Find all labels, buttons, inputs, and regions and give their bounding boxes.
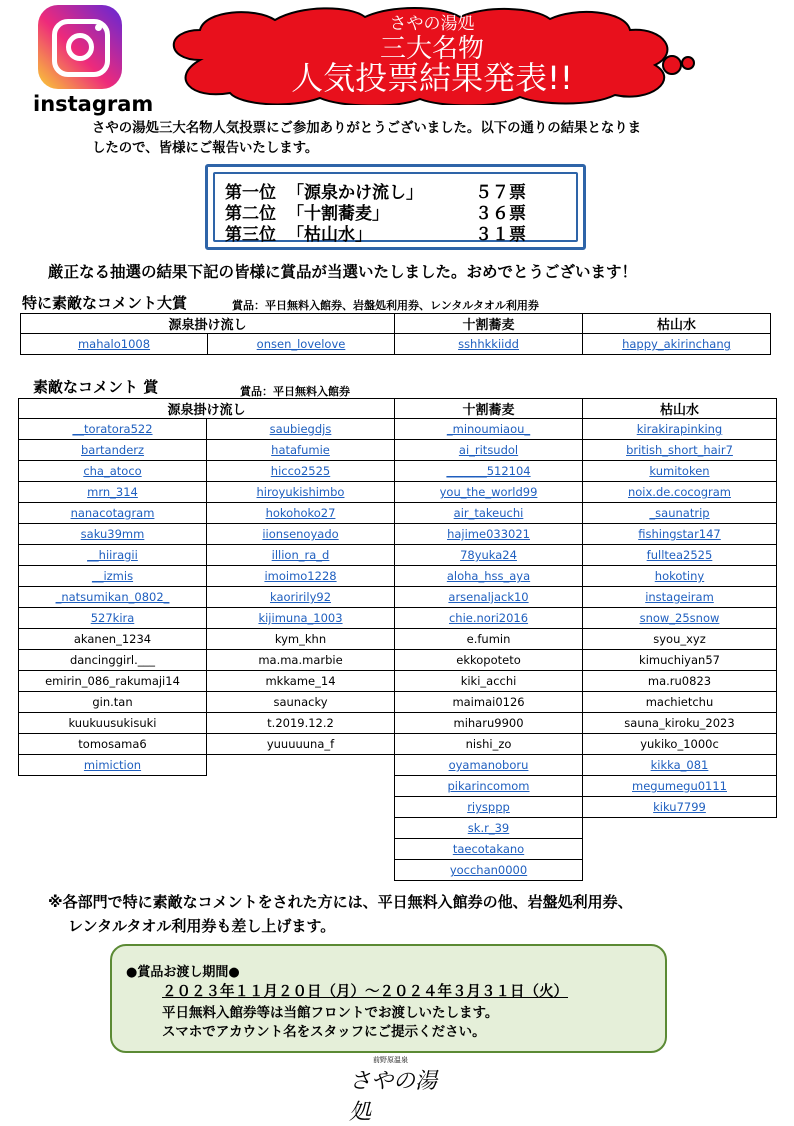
col-header-soba: 十割蕎麦 [395, 314, 583, 334]
winner-name: ma.ma.marbie [207, 650, 395, 671]
col-header-gensen: 源泉掛け流し [21, 314, 395, 334]
note: ※各部門で特に素敵なコメントをされた方には、平日無料入館券の他、岩盤処利用券、 レンタルタオル利用券も差し上げます。 [48, 893, 633, 935]
winner-link[interactable]: british_short_hair7 [583, 440, 777, 461]
nice-award-title: 素敵なコメント 賞 [33, 378, 159, 396]
winner-name: maimai0126 [395, 692, 583, 713]
winner-link[interactable]: mimiction [19, 755, 207, 776]
winner-link[interactable]: onsen_lovelove [208, 334, 395, 355]
winner-link[interactable]: megumegu0111 [583, 776, 777, 797]
winner-link[interactable]: 78yuka24 [395, 545, 583, 566]
winner-link[interactable]: saku39mm [19, 524, 207, 545]
nice-award-table [18, 398, 583, 881]
winner-link[interactable]: iionsenoyado [207, 524, 395, 545]
winner-link[interactable]: you_the_world99 [395, 482, 583, 503]
empty-cell [207, 776, 395, 797]
winner-link[interactable]: sk.r_39 [395, 818, 583, 839]
winner-link[interactable]: happy_akirinchang [583, 334, 771, 355]
winner-link[interactable]: __hiiragii [19, 545, 207, 566]
winner-name: t.2019.12.2 [207, 713, 395, 734]
col-header-gensen: 源泉掛け流し [19, 399, 395, 419]
winner-link[interactable]: _______512104 [395, 461, 583, 482]
winner-link[interactable]: sshhkkiidd [395, 334, 583, 355]
nice-award-table-karesansui [582, 398, 777, 878]
period-line1: 平日無料入館券等は当館フロントでお渡しいたします。 [162, 1005, 499, 1021]
winner-name: miharu9900 [395, 713, 583, 734]
instagram-label: instagram [33, 92, 154, 116]
winner-link[interactable]: cha_atoco [19, 461, 207, 482]
winner-link[interactable]: mrn_314 [19, 482, 207, 503]
instagram-icon [38, 5, 122, 89]
winner-name: kiki_acchi [395, 671, 583, 692]
winner-name: machietchu [583, 692, 777, 713]
intro-paragraph: さやの湯処三大名物人気投票にご参加ありがとうございました。以下の通りの結果となりま したので、皆様にご報告いたします。 [92, 121, 642, 156]
winner-name: e.fumin [395, 629, 583, 650]
winner-link[interactable]: kijimuna_1003 [207, 608, 395, 629]
special-award-prize: 賞品：平日無料入館券、岩盤処利用券、レンタルタオル利用券 [232, 299, 539, 312]
winner-link[interactable]: 527kira [19, 608, 207, 629]
winner-name: kuukuusukisuki [19, 713, 207, 734]
winner-link[interactable]: hajime033021 [395, 524, 583, 545]
winner-name: akanen_1234 [19, 629, 207, 650]
cloud-title: 三大名物 [379, 34, 485, 64]
winner-name: yukiko_1000c [583, 734, 777, 755]
col-header-karesansui: 枯山水 [583, 314, 771, 334]
winner-link[interactable]: __toratora522 [19, 419, 207, 440]
winner-link[interactable]: arsenaljack10 [395, 587, 583, 608]
special-award-title: 特に素敵なコメント大賞 [22, 294, 188, 312]
winner-link[interactable]: imoimo1228 [207, 566, 395, 587]
winner-name: kimuchiyan57 [583, 650, 777, 671]
empty-cell [207, 839, 395, 860]
winner-link[interactable]: saubiegdjs [207, 419, 395, 440]
winner-link[interactable]: snow_25snow [583, 608, 777, 629]
winner-link[interactable]: nanacotagram [19, 503, 207, 524]
winner-link[interactable]: fishingstar147 [583, 524, 777, 545]
winner-link[interactable]: hicco2525 [207, 461, 395, 482]
winner-link[interactable]: noix.de.cocogram [583, 482, 777, 503]
empty-cell [207, 860, 395, 881]
empty-cell [583, 838, 777, 858]
nice-award-prize: 賞品：平日無料入館券 [240, 385, 350, 398]
winner-name: yuuuuuna_f [207, 734, 395, 755]
winner-link[interactable]: __izmis [19, 566, 207, 587]
title-cloud-banner [160, 5, 705, 105]
winner-link[interactable]: hokohoko27 [207, 503, 395, 524]
winner-link[interactable]: kikka_081 [583, 755, 777, 776]
empty-cell [583, 818, 777, 839]
winner-link[interactable]: ai_ritsudol [395, 440, 583, 461]
cloud-headline: 人気投票結果発表!! [291, 59, 573, 97]
winner-link[interactable]: hokotiny [583, 566, 777, 587]
empty-cell [19, 860, 207, 881]
winner-name: sauna_kiroku_2023 [583, 713, 777, 734]
period-dates: ２０２３年１１月２０日（月）～２０２４年３月３１日（火） [162, 984, 568, 1000]
winner-link[interactable]: kirakirapinking [583, 419, 777, 440]
winner-link[interactable]: hatafumie [207, 440, 395, 461]
empty-cell [207, 818, 395, 839]
winner-link[interactable]: kumitoken [583, 461, 777, 482]
winner-link[interactable]: mahalo1008 [21, 334, 208, 355]
winner-link[interactable]: bartanderz [19, 440, 207, 461]
winner-link[interactable]: kaoririly92 [207, 587, 395, 608]
winner-link[interactable]: aloha_hss_aya [395, 566, 583, 587]
empty-cell [207, 755, 395, 776]
empty-cell [19, 818, 207, 839]
empty-cell [19, 839, 207, 860]
winner-link[interactable]: illion_ra_d [207, 545, 395, 566]
results-box: 第一位 「源泉かけ流し」 ５７票 第二位 「十割蕎麦」 ３６票 第三位 「枯山水」 ３１票 [205, 164, 586, 250]
winner-name: emirin_086_rakumaji14 [19, 671, 207, 692]
winner-name: syou_xyz [583, 629, 777, 650]
prize-period-box [110, 944, 667, 1053]
col-header-soba: 十割蕎麦 [395, 399, 583, 419]
winner-name: ekkopoteto [395, 650, 583, 671]
winner-link[interactable]: yocchan0000 [395, 860, 583, 881]
winner-name: gin.tan [19, 692, 207, 713]
empty-cell [19, 797, 207, 818]
col-header-karesansui: 枯山水 [583, 399, 777, 419]
winner-link[interactable]: pikarincomom [395, 776, 583, 797]
period-line2: スマホでアカウント名をスタッフにご提示ください。 [162, 1024, 486, 1040]
winner-link[interactable]: _minoumiaou_ [395, 419, 583, 440]
winner-name: mkkame_14 [207, 671, 395, 692]
winner-name: tomosama6 [19, 734, 207, 755]
winner-name: saunacky [207, 692, 395, 713]
winner-name: dancinggirl.___ [19, 650, 207, 671]
cloud-subtitle: さやの湯処 [389, 14, 475, 34]
winner-link[interactable]: taecotakano [395, 839, 583, 860]
winner-link[interactable]: oyamanoboru [395, 755, 583, 776]
winner-link[interactable]: riysppp [395, 797, 583, 818]
winner-link[interactable]: chie.nori2016 [395, 608, 583, 629]
empty-cell [19, 776, 207, 797]
winner-link[interactable]: kiku7799 [583, 797, 777, 818]
winner-link[interactable]: hiroyukishimbo [207, 482, 395, 503]
winner-name: ma.ru0823 [583, 671, 777, 692]
winner-link[interactable]: _saunatrip [583, 503, 777, 524]
empty-cell [583, 858, 777, 878]
announcement: 厳正なる抽選の結果下記の皆様に賞品が当選いたしました。おめでとうございます！ [48, 263, 638, 281]
winner-name: nishi_zo [395, 734, 583, 755]
winner-name: kym_khn [207, 629, 395, 650]
winner-link[interactable]: _natsumikan_0802_ [19, 587, 207, 608]
winner-link[interactable]: air_takeuchi [395, 503, 583, 524]
winner-link[interactable]: instageiram [583, 587, 777, 608]
special-award-table [20, 313, 771, 355]
winner-link[interactable]: fulltea2525 [583, 545, 777, 566]
period-title: ●賞品お渡し期間● [126, 965, 240, 980]
empty-cell [207, 797, 395, 818]
sayanoyudokoro-logo: 前野原温泉 さやの湯処 [349, 1056, 438, 1125]
